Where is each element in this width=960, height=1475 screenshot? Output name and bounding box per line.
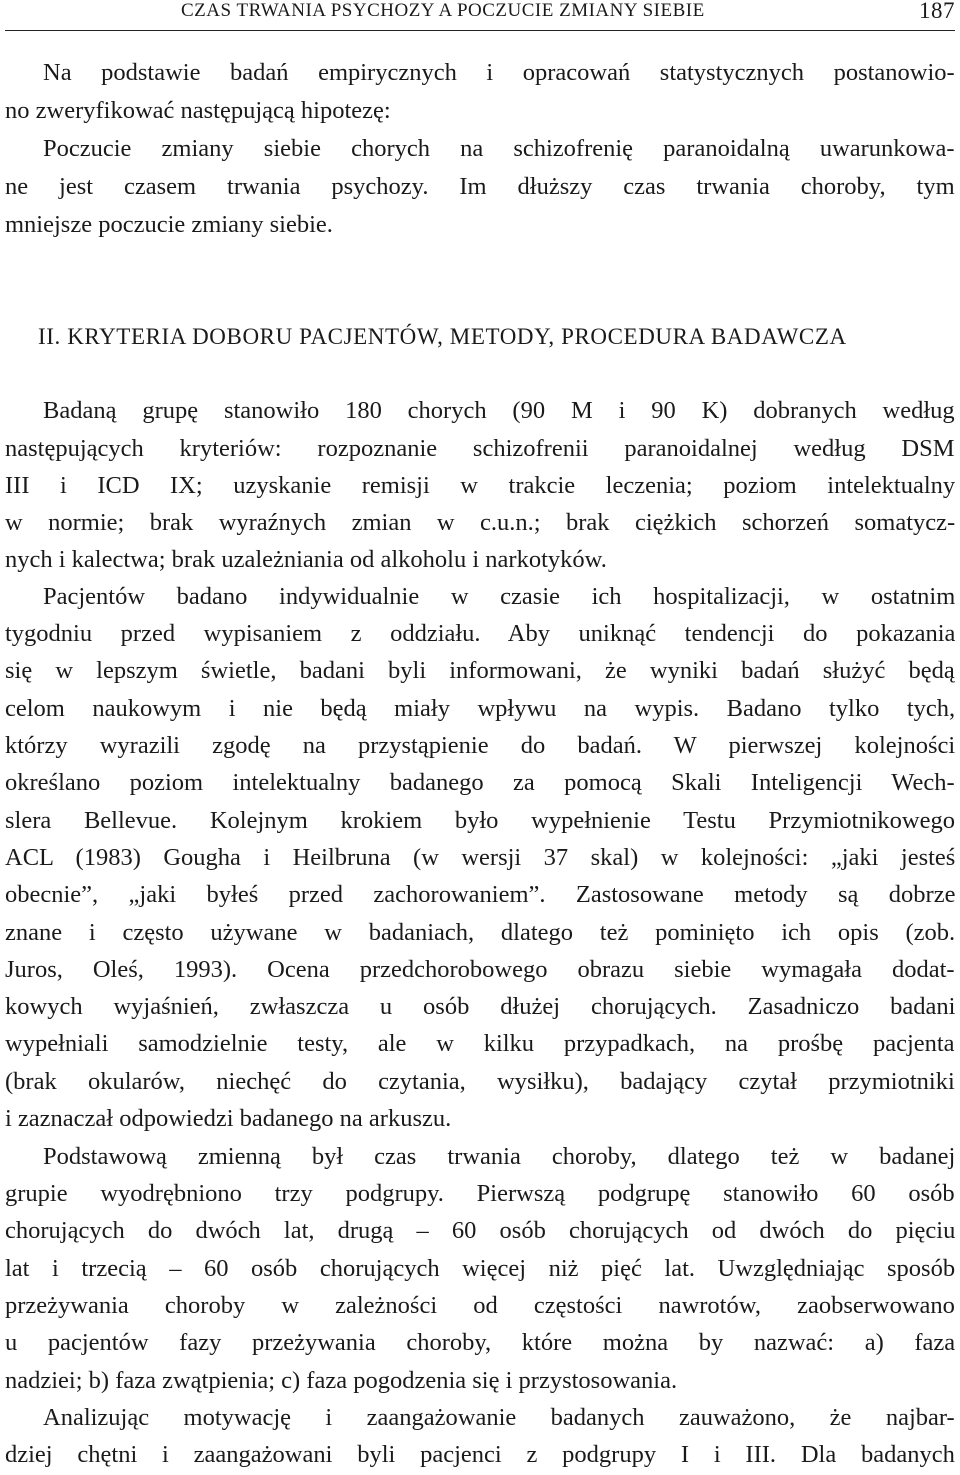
section-heading: II. KRYTERIA DOBORU PACJENTÓW, METODY, PROCEDURA BADAWCZA [38,324,847,349]
text-line: nadziei; b) faza zwątpienia; c) faza pogodzenia się i przystosowania. [5,1367,678,1394]
text-line: ACL (1983) Gougha i Heilbruna (w wersji 37 skal) w kolejności: „jaki jesteś [5,844,956,871]
text-line: ne jest czasem trwania psychozy. Im dłuższy czas trwania choroby, tym [5,173,955,200]
text-line: no zweryfikować następującą hipotezę: [5,97,391,124]
text-line: chorujących do dwóch lat, drugą – 60 osób chorujących od dwóch do pięciu [5,1217,956,1244]
text-line: kowych wyjaśnień, zwłaszcza u osób dłużej chorujących. Zasadniczo badani [5,993,956,1020]
text-line: którzy wyrazili zgodę na przystąpienie do badań. W pierwszej kolejności [5,732,956,759]
text-line: Juros, Oleś, 1993). Ocena przedchorobowego obrazu siebie wymagała dodat- [5,956,955,983]
text-line: lat i trzecią – 60 osób chorujących więcej niż pięć lat. Uwzględniając sposób [5,1255,956,1282]
document-page [5,0,956,1468]
text-line: obecnie”, „jaki byłeś przed zachorowaniem”. Zastosowane metody są dobrze [5,881,956,908]
page-number: 187 [919,0,955,23]
text-line: i zaznaczał odpowiedzi badanego na arkuszu. [5,1105,452,1132]
text-line: Podstawową zmienną był czas trwania choroby, dlatego też w badanej [43,1143,956,1170]
text-line: mniejsze poczucie zmiany siebie. [5,211,333,238]
text-line: przeżywania choroby w zależności od częstości nawrotów, zaobserwowano [5,1292,955,1319]
text-line: w normie; brak wyraźnych zmian w c.u.n.; brak ciężkich schorzeń somatycz- [5,509,956,536]
text-line: Pacjentów badano indywidualnie w czasie ich hospitalizacji, w ostatnim [43,583,956,610]
text-line: III i ICD IX; uzyskanie remisji w trakcie leczenia; poziom intelektualny [5,472,956,499]
page-header [5,0,955,31]
text-line: następujących kryteriów: rozpoznanie schizofrenii paranoidalnej według DSM [5,435,955,462]
text-line: (brak okularów, niechęć do czytania, wysiłku), badający czytał przymiotniki [5,1068,955,1095]
text-line: dziej chętni i zaangażowani byli pacjenci z podgrupy I i III. Dla badanych [5,1441,955,1468]
text-line: slera Bellevue. Kolejnym krokiem było wypełnienie Testu Przymiotnikowego [5,807,955,834]
text-line: grupie wyodrębniono trzy podgrupy. Pierwszą podgrupę stanowiło 60 osób [5,1180,955,1207]
text-line: wypełniali samodzielnie testy, ale w kilku przypadkach, na prośbę pacjenta [5,1030,955,1057]
text-line: się w lepszym świetle, badani byli informowani, że wyniki badań służyć będą [5,657,955,684]
text-line: tygodniu przed wypisaniem z oddziału. Aby uniknąć tendencji do pokazania [5,620,956,647]
text-line: Analizując motywację i zaangażowanie badanych zauważono, że najbar- [43,1404,955,1431]
text-line: znane i często używane w badaniach, dlatego też pominięto ich opis (zob. [5,919,956,946]
text-line: celom naukowym i nie będą miały wpływu na wypis. Badano tylko tych, [5,695,956,722]
running-head: CZAS TRWANIA PSYCHOZY A POCZUCIE ZMIANY SIEBIE [181,0,705,21]
text-line: Poczucie zmiany siebie chorych na schizofrenię paranoidalną uwarunkowa- [43,135,955,162]
text-line: Badaną grupę stanowiło 180 chorych (90 M i 90 K) dobranych według [43,397,955,424]
text-line: u pacjentów fazy przeżywania choroby, które można by nazwać: a) faza [5,1329,956,1356]
text-line: Na podstawie badań empirycznych i opracowań statystycznych postanowio- [43,59,955,86]
text-line: nych i kalectwa; brak uzależniania od alkoholu i narkotyków. [5,546,607,573]
text-line: określano poziom intelektualny badanego za pomocą Skali Inteligencji Wech- [5,769,955,796]
